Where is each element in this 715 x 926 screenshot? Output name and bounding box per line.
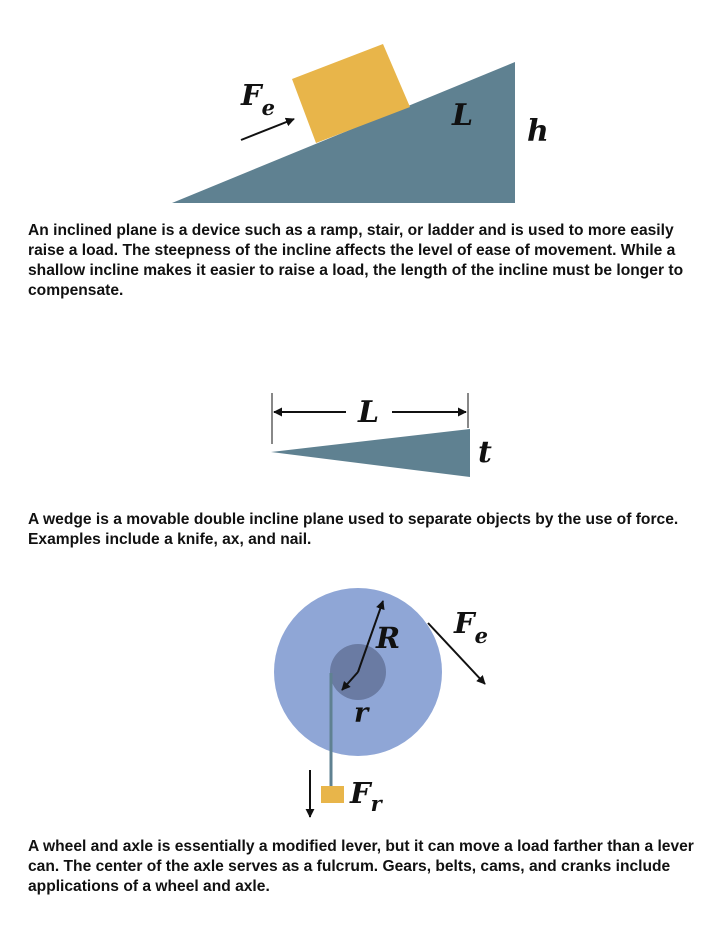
incline-height-label: h — [527, 114, 549, 149]
wheel-effort-label: $F_e$ — [454, 606, 488, 648]
wedge-thickness-label: t — [478, 435, 492, 470]
incline-length-label: L — [452, 98, 474, 133]
wedge-figure — [271, 393, 492, 477]
effort-arrow — [241, 119, 294, 140]
wedge-caption: A wedge is a movable double incline plane used to separate objects by the use of force. Examples include a knife, ax, and nail. — [28, 511, 679, 548]
wedge-length-label: L — [358, 395, 380, 430]
wheel-and-axle-figure — [274, 588, 488, 817]
inclined-plane-figure — [172, 44, 549, 203]
axle-radius-label: r — [354, 698, 369, 729]
resistance-force-label: $F_r$ — [350, 776, 382, 816]
resistance-force-subscript: r — [370, 791, 382, 816]
effort-force-label: $F_e$ — [241, 78, 275, 120]
effort-force-subscript: e — [261, 95, 275, 120]
load-weight — [321, 786, 344, 803]
wheel-effort-subscript: e — [474, 623, 488, 648]
wedge — [271, 429, 470, 477]
wheel-and-axle-caption: A wheel and axle is essentially a modified lever, but it can move a load farther than a lever can. The center of the axle serves as a fulcrum. Gears, belts, cams, and cranks include applications of a wheel and axle. — [28, 838, 694, 895]
wheel-radius-label: R — [376, 621, 401, 655]
inclined-plane-caption: An inclined plane is a device such as a ramp, stair, or ladder and is used to more easily raise a load. The steepness of the incline affects the level of ease of movement. While a shallow incline makes it easier to raise a load, the length of the incline must be longer to compensate. — [28, 222, 684, 299]
